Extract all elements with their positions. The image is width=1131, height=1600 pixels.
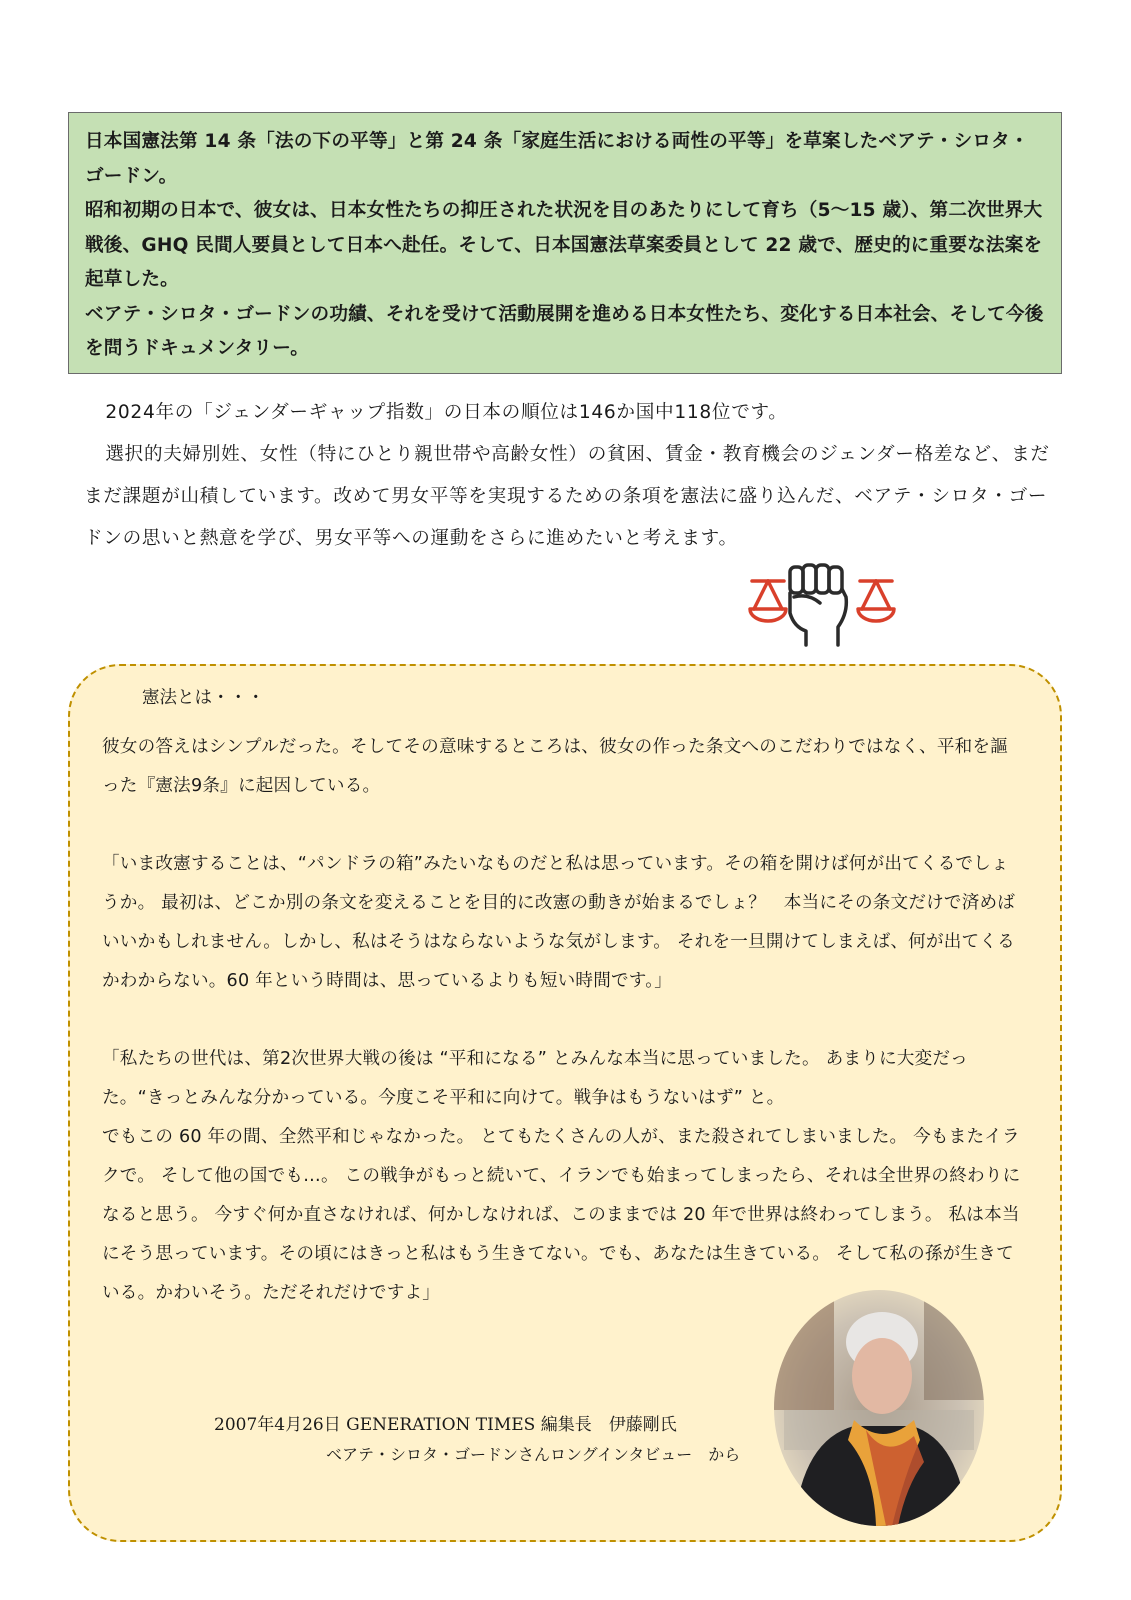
intro-paragraph: 2024年の「ジェンダーギャップ指数」の日本の順位は146か国中118位です。 bbox=[105, 402, 788, 423]
interview-quote: でもこの 60 年の間、全然平和じゃなかった。 とてもたくさんの人が、また殺されてしまいました。 今もまたイラクで。 そして他の国でも…。 この戦争がもっと続いて、イランでも始まってしまったら、それは全世界の終わりになると思う。 今すぐ何か直さなければ、何かしなければ、このままでは 20 年で世界は終わってしまう。 私は本当にそう思っています。その頃にはきっと私はもう生きてない。でも、あなたは生きている。 そして私の孫が生きている。かわいそう。ただそれだけですよ」 bbox=[102, 1127, 1021, 1303]
scale-fist-icon bbox=[742, 563, 902, 647]
summary-line: 日本国憲法第 14 条「法の下の平等」と第 24 条「家庭生活における両性の平等」を草案したベアテ・シロタ・ゴードン。 bbox=[85, 131, 1029, 187]
credit-line: 2007年4月26日 GENERATION TIMES 編集長 伊藤剛氏 bbox=[214, 1415, 677, 1435]
interview-text bbox=[102, 728, 1022, 1313]
credit-line: ベアテ・シロタ・ゴードンさんロングインタビュー から bbox=[326, 1445, 741, 1464]
interview-paragraph: 彼女の答えはシンプルだった。そしてその意味するところは、彼女の作った条文へのこだわりではなく、平和を謳った『憲法9条』に起因している。 bbox=[102, 737, 1008, 796]
summary-box bbox=[68, 112, 1062, 374]
intro-paragraph: 選択的夫婦別姓、女性（特にひとり親世帯や高齢女性）の貧困、賃金・教育機会のジェンダー格差など、まだまだ課題が山積しています。改めて男女平等を実現するための条項を憲法に盛り込んだ、ベアテ・シロタ・ゴードンの思いと熱意を学び、男女平等への運動をさらに進めたいと考えます。 bbox=[84, 444, 1050, 549]
intro-section bbox=[84, 392, 1054, 560]
interview-heading: 憲法とは・・・ bbox=[142, 688, 265, 708]
interview-quote: 「いま改憲することは、“パンドラの箱”みたいなものだと私は思っています。その箱を開けば何が出てくるでしょうか。 最初は、どこか別の条文を変えることを目的に改憲の動きが始まるでしょ？ 本当にその条文だけで済めばいいかもしれません。しかし、私はそうはならないような気がします。 それを一旦開けてしまえば、何が出てくるかわからない。60 年という時間は、思っているよりも短い時間です。」 bbox=[102, 854, 1016, 991]
interview-quote: 「私たちの世代は、第2次世界大戦の後は “平和になる” とみんな本当に思っていました。 あまりに大変だった。“きっとみんな分かっている。今度こそ平和に向けて。戦争はもうないはず” と。 bbox=[102, 1049, 968, 1108]
summary-line: 昭和初期の日本で、彼女は、日本女性たちの抑圧された状況を目のあたりにして育ち（5～15 歳）、第二次世界大戦後、GHQ 民間人要員として日本へ赴任。そして、日本国憲法草案委員として 22 歳で、歴史的に重要な法案を起草した。 bbox=[85, 200, 1043, 290]
portrait-illustration bbox=[774, 1290, 984, 1526]
summary-line: ベアテ・シロタ・ゴードンの功績、それを受けて活動展開を進める日本女性たち、変化する日本社会、そして今後を問うドキュメンタリー。 bbox=[85, 303, 1044, 359]
portrait-photo bbox=[774, 1290, 984, 1526]
